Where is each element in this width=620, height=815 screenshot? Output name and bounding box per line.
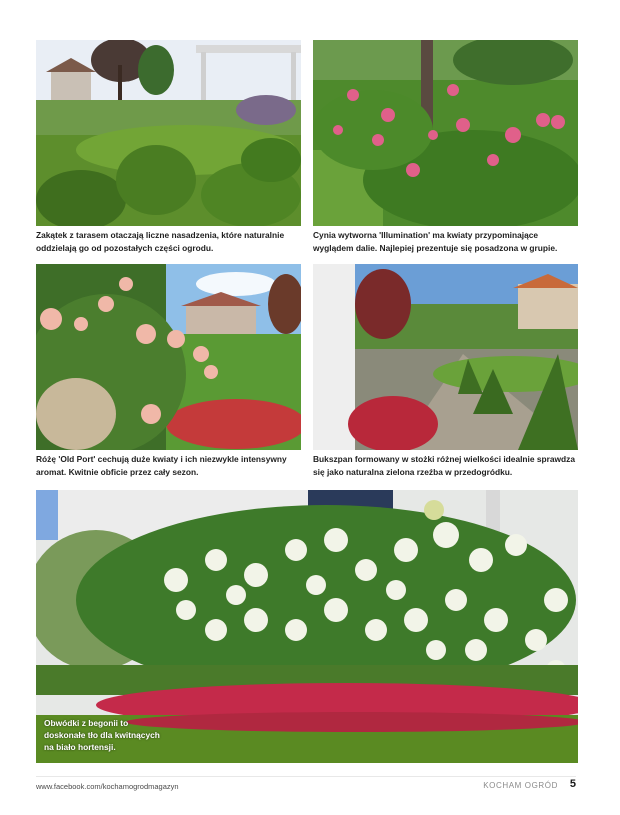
caption-rose: Różę 'Old Port' cechują duże kwiaty i ich niezwykle intensywny aromat. Kwitnie obficie przez cały sezon. (36, 454, 287, 477)
caption-hydrangea: Obwódki z begonii to doskonałe tło dla kwitnących na biało hortensji. (44, 718, 160, 752)
footer-facebook-url[interactable]: www.facebook.com/kochamogrodmagazyn (36, 782, 179, 791)
photo-terrace-garden (36, 40, 301, 226)
photo-rose-old-port (36, 264, 301, 450)
footer-magazine-brand: KOCHAM OGRÓD (483, 781, 558, 790)
caption-boxwood: Bukszpan formowany w stożki różnej wielkości idealnie sprawdza się jako naturalna zielona rzeźba w przedogródku. (313, 454, 576, 477)
caption-terrace: Zakątek z tarasem otaczają liczne nasadzenia, które naturalnie oddzielają go od pozostałych części ogrodu. (36, 230, 285, 253)
page-number: 5 (569, 778, 576, 790)
photo-boxwood-cones (313, 264, 578, 450)
photo-zinnia (313, 40, 578, 226)
footer-divider (36, 776, 576, 777)
caption-zinnia: Cynia wytworna 'Illumination' ma kwiaty przypominające wyglądem dalie. Najlepiej prezentuje się posadzona w grupie. (313, 230, 558, 253)
